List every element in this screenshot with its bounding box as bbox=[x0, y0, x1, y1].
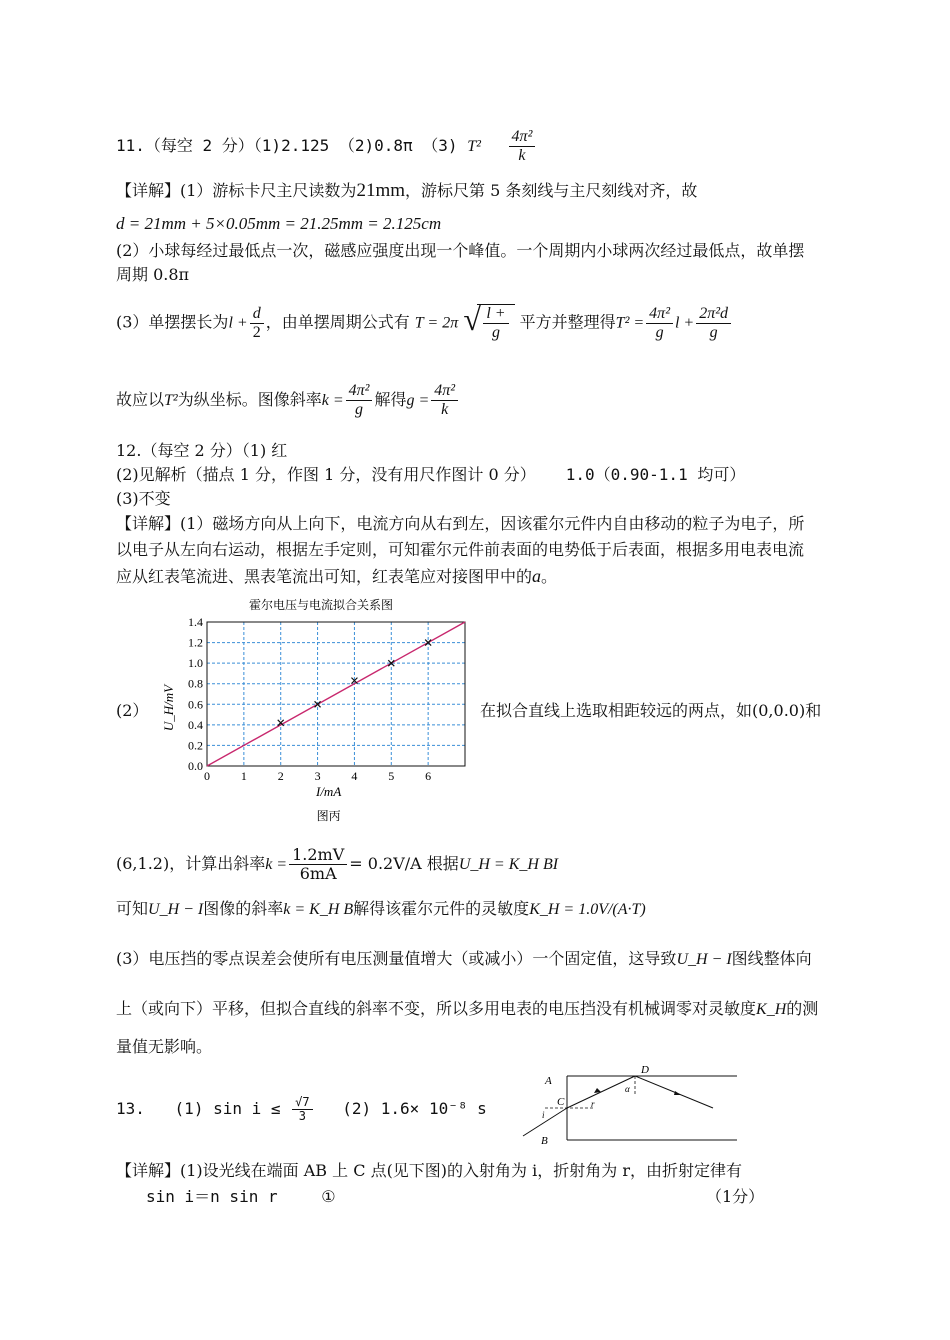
label-i: i bbox=[542, 1110, 545, 1120]
label-C: C bbox=[557, 1096, 565, 1108]
x-axis-label: I/mA bbox=[315, 784, 342, 799]
x-tick-label: 2 bbox=[277, 769, 284, 783]
y-tick-label: 1.4 bbox=[188, 615, 203, 629]
hall-chart bbox=[155, 596, 475, 826]
q11-detail2b: 周期 0.8π bbox=[116, 265, 190, 284]
q12-p3c: 量值无影响。 bbox=[116, 1037, 213, 1056]
q13-answer-line: 13. (1) sin i ≤ $\frac{√7}{3}$ (2) 1.6× 10⁻⁸ s bbox=[116, 1095, 487, 1123]
q11-detail3: (3）单摆摆长为l + $\frac{d}{2}$ ，由单摆周期公式有 T = 2π √ $\frac{l +}{g}$ 平方并整理得T² = $\frac{\text{4π²}}{g}$ l + $\frac{\text{2π²d}}{g}$ bbox=[116, 304, 733, 354]
q11-ans3b: $\frac{\text{4π²}}{k}$ bbox=[509, 128, 536, 165]
refraction-diagram bbox=[515, 1062, 745, 1147]
q13-eq1: sin i＝n sin r ① bbox=[146, 1187, 336, 1206]
x-tick-label: 6 bbox=[425, 769, 432, 783]
q11-detail1: 【详解】(1）游标卡尺主尺读数为21mm，游标尺第 5 条刻线与主尺刻线对齐，故 bbox=[116, 180, 698, 201]
label-r: r bbox=[591, 1099, 595, 1109]
q12-line1: 12.（每空 2 分）（1) 红 bbox=[116, 441, 288, 460]
q13-detail1: 【详解】(1)设光线在端面 AB 上 C 点(见下图)的入射角为 i，折射角为 r，由折射定律有 bbox=[116, 1161, 742, 1180]
y-tick-label: 0.8 bbox=[188, 676, 203, 691]
y-tick-label: 0.6 bbox=[188, 697, 203, 712]
label-D: D bbox=[641, 1064, 649, 1076]
y-axis-label: U_H/mV bbox=[161, 684, 176, 732]
q12-line3: (3)不变 bbox=[116, 489, 171, 508]
q12-p3a: (3）电压挡的零点误差会使所有电压测量值增大（或减小）一个固定值，这导致U_H − I图线整体向 bbox=[116, 949, 812, 968]
q11-detail2a: (2）小球每经过最低点一次，磁感应强度出现一个峰值。一个周期内小球两次经过最低点，故单摆 bbox=[116, 241, 805, 260]
q12-part2-text: 在拟合直线上选取相距较远的两点，如(0,0.0)和 bbox=[480, 701, 822, 720]
q12-calc2: 可知U_H − I图像的斜率k = K_H B解得该霍尔元件的灵敏度K_H = 1.0V/(A·T) bbox=[116, 899, 646, 918]
y-tick-label: 0.4 bbox=[188, 717, 203, 732]
x-tick-label: 5 bbox=[388, 769, 395, 783]
q12-line2: (2)见解析（描点 1 分，作图 1 分，没有用尺作图计 0 分） 1.0（0.90-1.1 均可） bbox=[116, 465, 746, 484]
x-tick-label: 1 bbox=[240, 769, 247, 783]
q13-eq1-points: （1分） bbox=[706, 1187, 765, 1206]
sqrt-expression: √ $\frac{l +}{g}$ bbox=[477, 304, 514, 342]
x-tick-label: 4 bbox=[351, 769, 358, 783]
q12-part2-label: (2） bbox=[116, 701, 149, 720]
x-tick-label: 0 bbox=[204, 769, 210, 783]
q11-detail4: 故应以T²为纵坐标。图像斜率k = $\frac{\text{4π²}}{g}$ 解得g = $\frac{\text{4π²}}{k}$ bbox=[116, 382, 460, 419]
q11-answer-line bbox=[116, 128, 537, 165]
y-tick-label: 0.0 bbox=[188, 759, 203, 773]
hall-chart-svg bbox=[155, 596, 475, 826]
y-tick-label: 1.0 bbox=[188, 656, 203, 671]
q12-calc1: (6,1.2)，计算出斜率k = $\frac{1.2mV}{6mA}$ = 0.2V/A 根据U_H = K_H BI bbox=[116, 845, 559, 883]
q12-detail2: 以电子从左向右运动，根据左手定则，可知霍尔元件前表面的电势低于后表面，根据多用电表电流 bbox=[116, 540, 805, 559]
q11-answers: 11.（每空 2 分）（1)2.125 （2)0.8π （3) bbox=[116, 136, 468, 155]
q11-detail1-eq: d = 21mm + 5×0.05mm = 21.25mm = 2.125cm bbox=[116, 214, 442, 233]
y-tick-label: 0.2 bbox=[188, 738, 203, 753]
label-alpha: α bbox=[625, 1084, 630, 1094]
q12-p3b: 上（或向下）平移，但拟合直线的斜率不变，所以多用电表的电压挡没有机械调零对灵敏度K_H的测 bbox=[116, 999, 819, 1018]
q12-detail1: 【详解】(1）磁场方向从上向下，电流方向从右到左，因该霍尔元件内自由移动的粒子为电子，所 bbox=[116, 514, 805, 533]
label-B: B bbox=[541, 1135, 548, 1147]
label-A: A bbox=[545, 1075, 552, 1087]
x-tick-label: 3 bbox=[314, 769, 321, 783]
chart-title: 霍尔电压与电流拟合关系图 bbox=[248, 598, 394, 612]
chart-caption: 图丙 bbox=[316, 809, 341, 823]
y-tick-label: 1.2 bbox=[188, 635, 203, 650]
q11-ans3a: T² bbox=[467, 138, 481, 155]
q12-detail3: 应从红表笔流进、黑表笔流出可知，红表笔应对接图甲中的a。 bbox=[116, 566, 558, 586]
